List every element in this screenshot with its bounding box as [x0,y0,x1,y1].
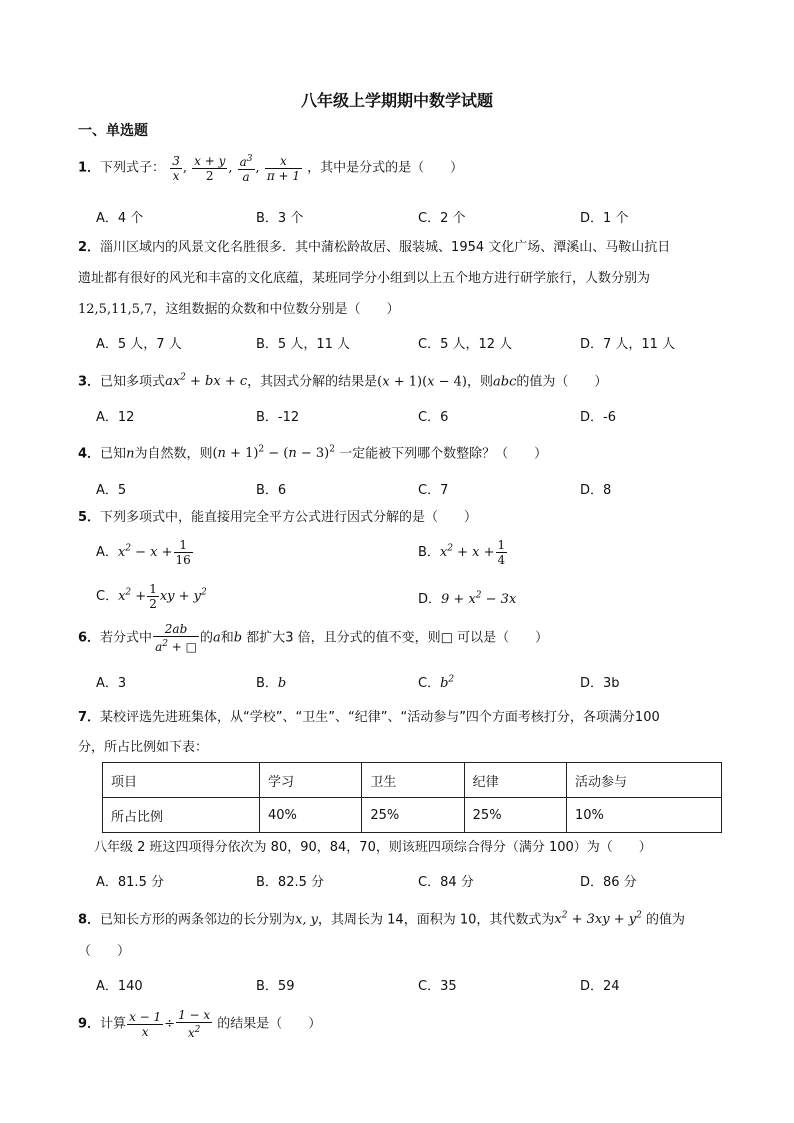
option-d: D．3b [580,676,620,691]
option-a: A．4 个 [96,211,144,226]
option-b: B．-12 [256,410,300,425]
option-a: A．3 [96,676,127,691]
option-b: B．$x^2 + x$ + $\frac{1}{4}$ [418,538,506,567]
option-d: D．-6 [580,410,616,425]
page-title: 八年级上学期期中数学试题 [300,91,493,110]
question-1: 1．下列式子： $\frac{3}{x}$ , $\frac{x + y}{2}$ , $\frac{a^3}{a}$ , $\frac{x}{\pi + 1}$ ，其中是分式的是（ ） [78,153,464,184]
option-d: D．8 [580,483,612,498]
option-a: A．12 [96,410,135,425]
table-cell: 项目 [103,763,260,798]
option-b: B．5 人，11 人 [256,337,350,352]
math-fraction: $\frac{3}{x}$ [172,153,180,183]
option-c: C．2 个 [418,211,466,226]
option-c: C．84 分 [418,875,474,890]
option-a: A．81.5 分 [96,875,164,890]
question-number: 8． [78,912,101,928]
question-2-line: 遗址都有很好的风光和丰富的文化底蕴，某班同学分小组到以上五个地方进行研学旅行，人数分别为 [78,271,651,286]
table-cell: 10% [567,798,722,833]
option-b: B．b [256,676,287,691]
table-header-row [103,763,722,798]
option-d: D．86 分 [580,875,637,890]
table-cell: 25% [362,798,464,833]
question-9: 9．计算 $\frac{x - 1}{x}$ ÷ $\frac{1 - x}{x^2}$ 的结果是（ ） [78,1008,322,1040]
table-cell: 学习 [260,763,362,798]
question-number: 5． [78,510,101,525]
question-number: 4． [78,446,101,462]
option-c: C．$x^2$ + $\frac{1}{2}$ xy + $y^2$ [96,582,207,611]
question-7: 7．某校评选先进班集体，从“学校”、“卫生”、“纪律”、“活动参与”四个方面考核打分，各项满分100 [78,710,660,725]
question-8-line: （ ） [78,944,131,959]
option-d: D．$9 + x^2 - 3x$ [418,590,517,607]
math-fraction: $\frac{a^3}{a}$ [239,154,253,184]
math-fraction: $\frac{x}{\pi + 1}$ [266,153,301,183]
question-7-line: 八年级 2 班这四项得分依次为 80，90，84，70，则该班四项综合得分（满分 100）为（ ） [94,840,652,855]
question-2-line: 12,5,11,5,7，这组数据的众数和中位数分别是（ ） [78,302,400,317]
option-c: C．35 [418,979,457,994]
question-number: 1． [78,160,101,176]
question-8: 8．已知长方形的两条邻边的长分别为x, y，其周长为 14，面积为 10，其代数式为$x^2 + 3xy + y^2$ 的值为 [78,911,685,928]
option-c: C．5 人，12 人 [418,337,513,352]
ratio-table [102,762,722,833]
table-cell: 40% [260,798,362,833]
option-c: C．7 [418,483,449,498]
option-c: C．$b^2$ [418,674,455,691]
option-c: C．6 [418,410,449,425]
option-b: B．59 [256,979,295,994]
option-b: B．3 个 [256,211,304,226]
question-number: 3． [78,374,101,390]
option-d: D．1 个 [580,211,629,226]
section-heading: 一、单选题 [78,123,148,139]
question-number: 9． [78,1016,101,1032]
option-a: A．5 [96,483,127,498]
option-b: B．6 [256,483,287,498]
math-fraction: $\frac{x + y}{2}$ [194,153,226,183]
table-cell: 活动参与 [567,763,722,798]
question-3: 3．已知多项式$ax^2$ + bx + c，其因式分解的结果是(x + 1)(x − 4)，则abc的值为（ ） [78,373,608,390]
question-6: 6．若分式中 $\frac{2ab}{a^2 + □}$ 的a和b 都扩大3 倍，且分式的值不变，则□ 可以是（ ） [78,622,549,654]
question-5: 5．下列多项式中，能直接用完全平方公式进行因式分解的是（ ） [78,510,478,525]
question-7-line: 分，所占比例如下表： [78,740,209,755]
question-number: 7． [78,710,101,725]
table-cell: 卫生 [362,763,464,798]
table-cell: 纪律 [464,763,566,798]
table-row [103,798,722,833]
question-4: 4．已知n为自然数，则$(n + 1)^2 - (n - 3)^2$ 一定能被下列哪个数整除？（ ） [78,445,548,462]
table-cell: 所占比例 [103,798,260,833]
question-number: 2． [78,240,101,255]
option-d: D．24 [580,979,620,994]
option-a: A．$x^2 - x$ + $\frac{1}{16}$ [96,538,191,567]
question-2: 2．淄川区域内的风景文化名胜很多．其中蒲松龄故居、服装城、1954 文化广场、潭溪山、马鞍山抗日 [78,240,671,255]
question-number: 6． [78,630,101,646]
table-cell: 25% [464,798,566,833]
option-a: A．5 人，7 人 [96,337,182,352]
option-b: B．82.5 分 [256,875,324,890]
option-d: D．7 人，11 人 [580,337,676,352]
option-a: A．140 [96,979,143,994]
